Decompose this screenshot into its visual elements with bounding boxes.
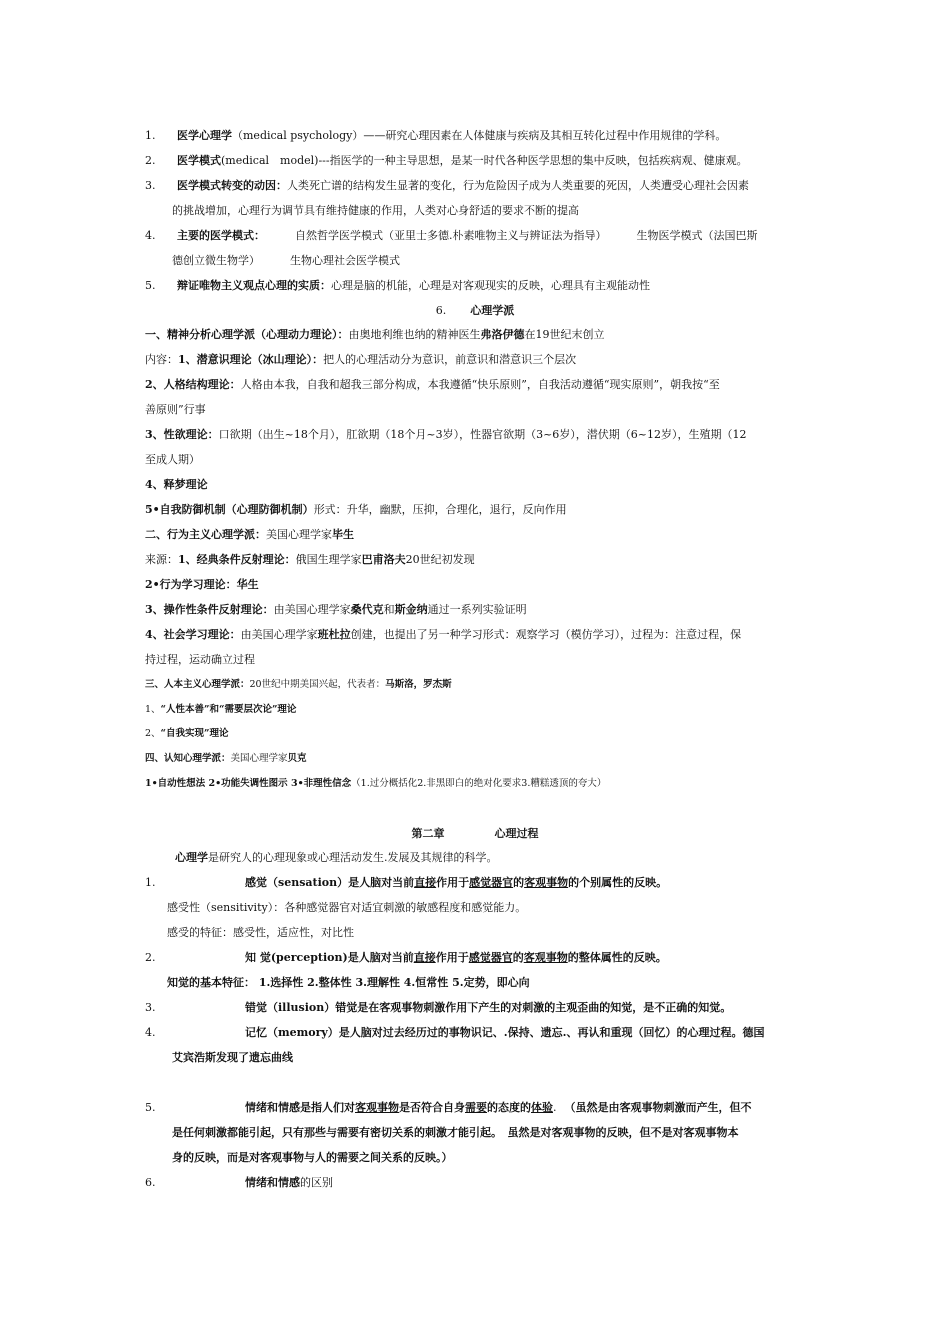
main-medical-models-cont: 德创立微生物学） 生物心理社会医学模式 — [172, 254, 400, 267]
emotion-definition-cont-2: 身的反映，而是对客观事物与人的需要之间关系的反映。） — [172, 1151, 453, 1164]
psychoanalysis-item-4: 4、释梦理论 — [145, 478, 208, 491]
model-change-causes-cont: 的挑战增加，心理行为调节具有维持健康的作用，人类对心身舒适的要求不断的提高 — [172, 204, 579, 217]
psychology-definition: 心理学是研究人的心理现象或心理活动发生.发展及其规律的科学。 — [175, 851, 498, 864]
sensation-definition: 1. 感觉（sensation）是人脑对当前直接作用于感觉器官的客观事物的个别属性的反映。 — [145, 876, 668, 889]
sensitivity-note: 感受性（sensitivity）：各种感觉器官对适宜刺激的敏感程度和感觉能力。 — [167, 901, 527, 914]
psychoanalysis-item-5: 5•自我防御机制（心理防御机制）形式：升华，幽默，压抑，合理化，退行，反向作用 — [145, 503, 567, 516]
psychoanalysis-item-3: 3、性欲理论：口欲期（出生~18个月），肛欲期（18个月~3岁），性器官欲期（3~6岁），潜伏期（6~12岁），生殖期（12 — [145, 428, 747, 441]
behaviorism-heading: 二、行为主义心理学派：美国心理学家毕生 — [145, 528, 354, 541]
cognitive-item-1: 1•自动性想法 2•功能失调性图示 3•非理性信念（1.过分概括化2.非黑即白的绝对化要求3.糟糕透顶的夸大） — [145, 778, 607, 789]
humanism-heading: 三、人本主义心理学派：20世纪中期美国兴起，代表者：马斯洛，罗杰斯 — [145, 679, 452, 690]
section-title-schools: 6. 心理学派 — [435, 304, 515, 317]
behaviorism-item-4-cont: 持过程，运动确立过程 — [145, 653, 255, 666]
perception-features: 知觉的基本特征： 1.选择性 2.整体性 3.理解性 4.恒常性 5.定势，即心向 — [167, 976, 530, 989]
behaviorism-item-1: 来源：1、经典条件反射理论：俄国生理学家巴甫洛夫20世纪初发现 — [145, 553, 475, 566]
emotion-difference: 6. 情绪和情感的区别 — [145, 1176, 333, 1189]
humanism-item-2: 2、“自我实现”理论 — [145, 728, 229, 739]
humanism-item-1: 1、“人性本善”和“需要层次论”理论 — [145, 704, 297, 715]
behaviorism-item-2: 2•行为学习理论：华生 — [145, 578, 259, 591]
main-medical-models: 4. 主要的医学模式： 自然哲学医学模式（亚里士多德.朴素唯物主义与辨证法为指导） 生物医学模式（法国巴斯 — [145, 229, 758, 242]
sensation-features: 感受的特征：感受性，适应性，对比性 — [167, 926, 354, 939]
essence-of-mind: 5. 辩证唯物主义观点心理的实质：心理是脑的机能，心理是对客观现实的反映，心理具有主观能动性 — [145, 279, 650, 292]
memory-definition-cont: 艾宾浩斯发现了遗忘曲线 — [172, 1051, 293, 1064]
emotion-definition: 5. 情绪和情感是指人们对客观事物是否符合自身需要的态度的体验. （虽然是由客观事物刺激而产生，但不 — [145, 1101, 752, 1114]
behaviorism-item-4: 4、社会学习理论：由美国心理学家班杜拉创建，也提出了另一种学习形式：观察学习（模仿学习），过程为：注意过程，保 — [145, 628, 742, 641]
definition-medical-psychology: 1. 医学心理学（medical psychology）——研究心理因素在人体健康与疾病及其相互转化过程中作用规律的学科。 — [145, 129, 727, 142]
illusion-definition: 3. 错觉（illusion）错觉是在客观事物刺激作用下产生的对刺激的主观歪曲的知觉，是不正确的知觉。 — [145, 1001, 732, 1014]
model-change-causes: 3. 医学模式转变的动因：人类死亡谱的结构发生显著的变化，行为危险因子成为人类重要的死因，人类遭受心理社会因素 — [145, 179, 749, 192]
definition-medical-model: 2. 医学模式(medical model)---指医学的一种主导思想，是某一时代各种医学思想的集中反映，包括疾病观、健康观。 — [145, 154, 748, 167]
chapter-two-title: 第二章 心理过程 — [411, 827, 539, 840]
psychoanalysis-item-2: 2、人格结构理论：人格由本我，自我和超我三部分构成，本我遵循“快乐原则”，自我活动遵循“现实原则”，朝我按“至 — [145, 378, 720, 391]
behaviorism-item-3: 3、操作性条件反射理论：由美国心理学家桑代克和斯金纳通过一系列实验证明 — [145, 603, 527, 616]
perception-definition: 2. 知 觉(perception)是人脑对当前直接作用于感觉器官的客观事物的整体属性的反映。 — [145, 951, 667, 964]
cognitive-heading: 四、认知心理学派：美国心理学家贝克 — [145, 753, 307, 764]
psychoanalysis-item-1: 内容：1、潜意识理论（冰山理论）：把人的心理活动分为意识，前意识和潜意识三个层次 — [145, 353, 577, 366]
psychoanalysis-heading: 一、精神分析心理学派（心理动力理论）：由奥地利维也纳的精神医生弗洛伊德在19世纪末创立 — [145, 328, 605, 341]
memory-definition: 4. 记忆（memory）是人脑对过去经历过的事物识记、.保持、遗忘.、再认和重现（回忆）的心理过程。德国 — [145, 1026, 765, 1039]
psychoanalysis-item-2-cont: 善原则”行事 — [145, 403, 206, 416]
psychoanalysis-item-3-cont: 至成人期） — [145, 453, 200, 466]
emotion-definition-cont-1: 是任何刺激都能引起，只有那些与需要有密切关系的刺激才能引起。 虽然是对客观事物的反映，但不是对客观事物本 — [172, 1126, 739, 1139]
